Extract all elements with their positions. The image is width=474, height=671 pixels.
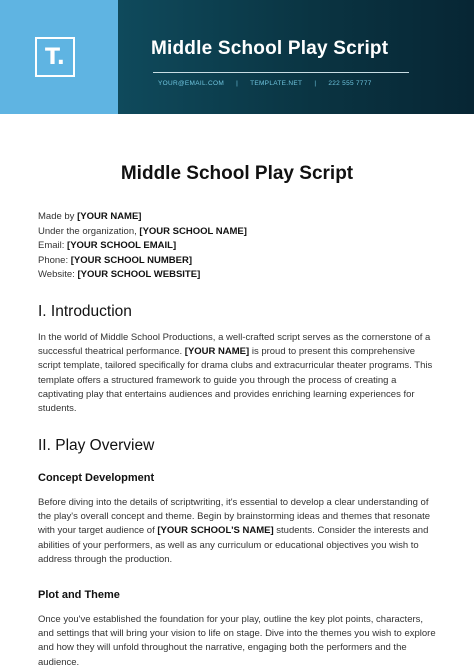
made-by-line: Made by [YOUR NAME] xyxy=(38,211,142,222)
contact-separator: | xyxy=(314,80,317,87)
header-banner xyxy=(118,0,474,114)
plot-theme-heading: Plot and Theme xyxy=(38,589,120,601)
phone-line: Phone: [YOUR SCHOOL NUMBER] xyxy=(38,254,192,266)
page-header xyxy=(0,0,474,114)
organization-line: Under the organization, [YOUR SCHOOL NAME] xyxy=(38,225,247,237)
header-divider xyxy=(153,72,409,73)
plot-theme-paragraph: Once you've established the foundation for your play, outline the key plot points, characters, and settings that will bring your vision to life on stage. Dive into the themes you wish to explore and how they will unfold throughout the narrative, engaging both the performers and the audience. xyxy=(38,614,436,668)
play-overview-heading: II. Play Overview xyxy=(38,437,155,454)
template-logo-icon: T. xyxy=(35,37,75,77)
header-contacts xyxy=(158,80,408,87)
contact-website: TEMPLATE.NET xyxy=(250,80,303,87)
header-title: Middle School Play Script xyxy=(151,38,389,59)
logo-panel xyxy=(0,0,118,114)
contact-separator: | xyxy=(236,80,239,87)
contact-email: YOUR@EMAIL.COM xyxy=(158,80,225,87)
email-line: Email: [YOUR SCHOOL EMAIL] xyxy=(38,240,177,251)
introduction-heading: I. Introduction xyxy=(38,303,132,320)
concept-development-paragraph: Before diving into the details of scriptwriting, it's essential to develop a clear understanding of the play's overall concept and theme. Begin by brainstorming ideas and themes that resonate with your target audience of [YOUR SCHOOL'S NAME] students. Consider the interests and abilities of your performers, as well as any curriculum or educational objectives you wish to address through the production. xyxy=(38,497,431,565)
contact-phone: 222 555 7777 xyxy=(328,80,372,87)
website-line: Website: [YOUR SCHOOL WEBSITE] xyxy=(38,269,201,280)
author-details xyxy=(38,210,247,283)
document-title: Middle School Play Script xyxy=(120,163,354,184)
concept-development-heading: Concept Development xyxy=(38,472,155,484)
introduction-paragraph: In the world of Middle School Productions, a well-crafted script serves as the cornerstone of a successful theatrical performance. [YOUR NAME] is proud to present this comprehensive script template, tailored specifically for drama clubs and extracurricular theater programs. This template offers a structured framework to guide you through the process of creating a captivating play that entertains audiences and provides enriching learning experiences for students. xyxy=(38,332,433,415)
